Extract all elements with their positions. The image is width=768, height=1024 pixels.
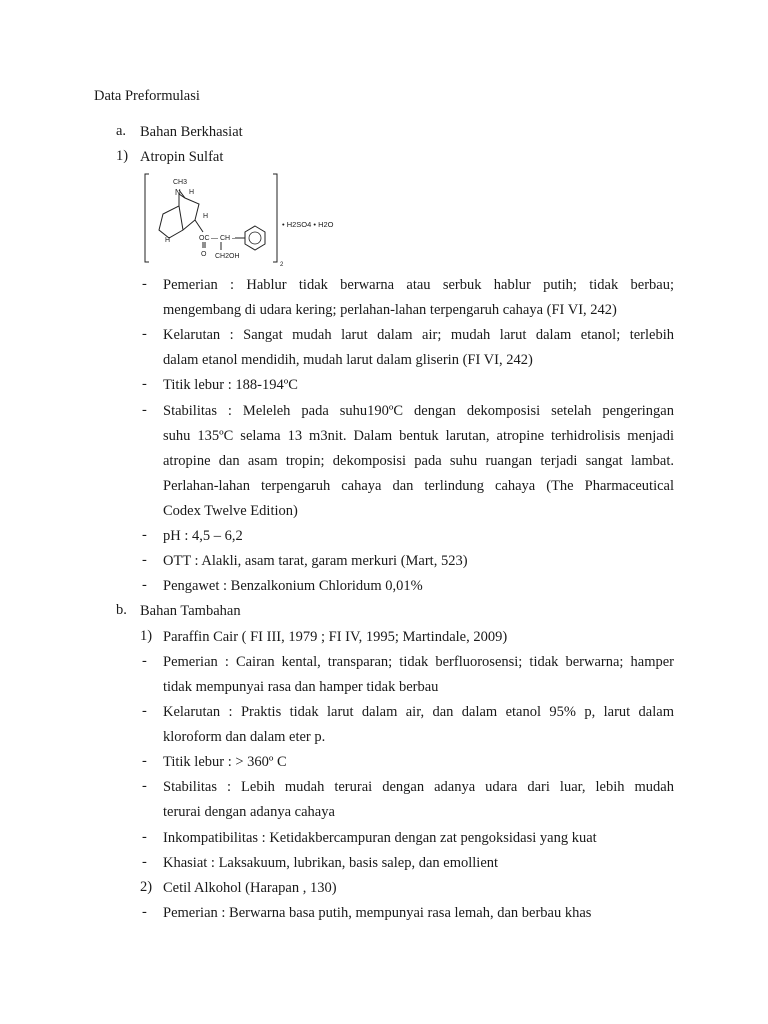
bullet-dash: - <box>142 326 147 342</box>
section-b-marker: b. <box>116 602 127 618</box>
bracket-subscript: 2 <box>280 262 284 268</box>
cetil-heading: Cetil Alkohol (Harapan , 130) <box>163 880 337 896</box>
ch-label: — CH — <box>211 235 239 242</box>
atropin-titik-lebur: Titik lebur : 188-194ºC <box>163 377 298 393</box>
atropin-pemerian-line-1: Pemerian : Hablur tidak berwarna atau serbuk hablur putih; tidak berbau; <box>163 277 674 293</box>
atropin-sulfat-heading: Atropin Sulfat <box>140 149 224 165</box>
bullet-dash: - <box>142 527 147 543</box>
atropin-stabilitas-line-4: Perlahan-lahan terpengaruh cahaya dan terlindung cahaya (The Pharmaceutical <box>163 478 674 494</box>
item-1-marker: 1) <box>116 148 129 164</box>
bullet-dash: - <box>142 829 147 845</box>
paraffin-khasiat: Khasiat : Laksakuum, lubrikan, basis salep, dan emollient <box>163 855 499 871</box>
atropin-stabilitas-line-1: Stabilitas : Meleleh pada suhu190ºC dengan dekomposisi setelah pengeringan <box>163 403 674 419</box>
bullet-dash: - <box>142 703 147 719</box>
paraffin-inkompatibilitas: Inkompatibilitas : Ketidakbercampuran dengan zat pengoksidasi yang kuat <box>163 830 597 846</box>
atropin-kelarutan-line-2: dalam etanol mendidih, mudah larut dalam gliserin (FI VI, 242) <box>163 352 533 368</box>
ch3-label: CH3 <box>173 179 188 186</box>
paraffin-pemerian-line-2: tidak mempunyai rasa dan hamper tidak berbau <box>163 679 439 695</box>
o-label: O <box>201 251 207 258</box>
salt-hydrate-label: • H2SO4 • H2O <box>282 220 334 229</box>
paraffin-kelarutan-line-1: Kelarutan : Praktis tidak larut dalam air, dan dalam etanol 95% p, larut dalam <box>163 704 674 720</box>
bullet-dash: - <box>142 854 147 870</box>
paraffin-pemerian-line-1: Pemerian : Cairan kental, transparan; tidak berfluorosensi; tidak berwarna; hamper <box>163 654 674 670</box>
document-title: Data Preformulasi <box>94 88 200 104</box>
paraffin-marker: 1) <box>140 628 153 644</box>
section-b-heading: Bahan Tambahan <box>140 603 241 619</box>
h-top-label: H <box>189 189 195 196</box>
atropin-stabilitas-line-5: Codex Twelve Edition) <box>163 503 298 519</box>
atropine-sulfate-structure-image <box>143 170 293 270</box>
bullet-dash: - <box>142 778 147 794</box>
atropin-pengawet: Pengawet : Benzalkonium Chloridum 0,01% <box>163 578 423 594</box>
cetil-pemerian: Pemerian : Berwarna basa putih, mempunyai rasa lemah, dan berbau khas <box>163 905 592 921</box>
paraffin-kelarutan-line-2: kloroform dan dalam eter p. <box>163 729 326 745</box>
bullet-dash: - <box>142 753 147 769</box>
bullet-dash: - <box>142 552 147 568</box>
oc-label: OC <box>199 235 210 242</box>
atropin-stabilitas-line-2: suhu 135ºC selama 13 m3nit. Dalam bentuk larutan, atropine terhidrolisis menjadi <box>163 428 674 444</box>
bullet-dash: - <box>142 653 147 669</box>
section-a-heading: Bahan Berkhasiat <box>140 124 243 140</box>
bullet-dash: - <box>142 577 147 593</box>
cetil-marker: 2) <box>140 879 153 895</box>
atropin-stabilitas-line-3: atropine dan asam tropin; dekomposisi pada suhu ruangan terjadi sangat lambat. <box>163 453 674 469</box>
paraffin-stabilitas-line-1: Stabilitas : Lebih mudah terurai dengan adanya udara dari luar, lebih mudah <box>163 779 674 795</box>
bullet-dash: - <box>142 402 147 418</box>
atropin-ph: pH : 4,5 – 6,2 <box>163 528 243 544</box>
paraffin-titik-lebur: Titik lebur : > 360º C <box>163 754 287 770</box>
ch2oh-label: CH2OH <box>215 253 240 260</box>
atropin-kelarutan-line-1: Kelarutan : Sangat mudah larut dalam air; mudah larut dalam etanol; terlebih <box>163 327 674 343</box>
atropin-ott: OTT : Alakli, asam tarat, garam merkuri (Mart, 523) <box>163 553 468 569</box>
paraffin-stabilitas-line-2: terurai dengan adanya cahaya <box>163 804 335 820</box>
h-low-label: H <box>165 237 171 244</box>
bullet-dash: - <box>142 276 147 292</box>
bullet-dash: - <box>142 376 147 392</box>
h-mid-label: H <box>203 213 209 220</box>
bullet-dash: - <box>142 904 147 920</box>
atropin-pemerian-line-2: mengembang di udara kering; perlahan-lahan terpengaruh cahaya (FI VI, 242) <box>163 302 617 318</box>
paraffin-heading: Paraffin Cair ( FI III, 1979 ; FI IV, 1995; Martindale, 2009) <box>163 629 508 645</box>
n-atom-label: N <box>175 188 181 197</box>
section-a-marker: a. <box>116 123 127 139</box>
